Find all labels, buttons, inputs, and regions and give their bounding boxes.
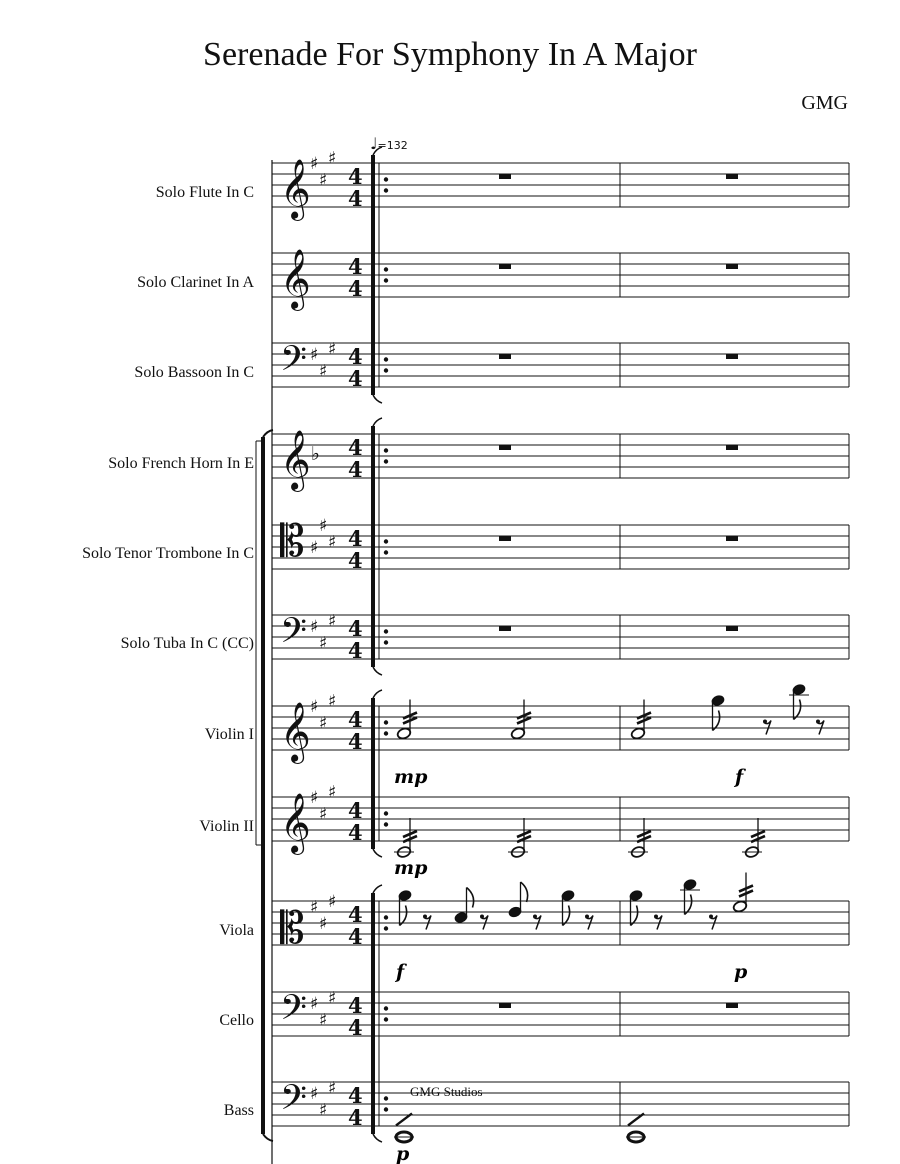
bass-clef-icon: 𝄢	[280, 338, 308, 387]
sharp-icon: ♯	[319, 1010, 328, 1031]
repeat-dot	[384, 629, 388, 633]
watermark-text: GMG Studios	[410, 1084, 483, 1099]
repeat-dot	[384, 1017, 388, 1021]
eighth-flag	[521, 882, 528, 902]
time-sig-top: 4	[348, 993, 363, 1018]
repeat-dot	[384, 915, 388, 919]
time-sig-top: 4	[348, 707, 363, 732]
sharp-icon: ♯	[319, 516, 328, 536]
sharp-icon: ♯	[319, 1100, 328, 1121]
eighth-flag	[467, 888, 474, 908]
sharp-icon: ♯	[319, 713, 328, 734]
bass-clef-icon: 𝄢	[280, 987, 308, 1036]
repeat-dot	[384, 539, 388, 543]
time-sig-bottom: 4	[348, 1105, 363, 1130]
time-sig-bottom: 4	[348, 548, 363, 573]
tenor-clef-icon: 𝄡	[280, 516, 305, 567]
sharp-icon: ♯	[319, 804, 328, 825]
repeat-dot	[384, 550, 388, 554]
repeat-dot	[384, 811, 388, 815]
time-signatures	[348, 164, 363, 1130]
repeat-dot	[384, 1107, 388, 1111]
sharp-icon: ♯	[328, 1078, 337, 1099]
eighth-rest-dot	[816, 720, 820, 724]
repeat-hook	[373, 1134, 382, 1142]
instrument-label-tuba: Solo Tuba In C (CC)	[120, 635, 254, 652]
system-brackets	[256, 160, 273, 1164]
time-sig-bottom: 4	[348, 729, 363, 754]
sharp-icon: ♯	[319, 170, 328, 191]
instrument-label-violin-1: Violin I	[204, 726, 254, 743]
whole-rests	[499, 174, 738, 1008]
instrument-label-flute: Solo Flute In C	[155, 184, 254, 201]
eighth-rest-dot	[533, 915, 537, 919]
repeat-dot	[384, 822, 388, 826]
tempo-value: =132	[377, 139, 408, 152]
repeat-hook	[373, 418, 382, 426]
repeat-hook	[373, 395, 382, 403]
repeat-hook	[373, 147, 382, 155]
eighth-rest-dot	[654, 915, 658, 919]
repeat-hook	[373, 690, 382, 698]
sharp-icon: ♯	[310, 788, 319, 808]
sharp-icon: ♯	[328, 691, 337, 712]
time-sig-bottom: 4	[348, 276, 363, 301]
time-sig-top: 4	[348, 902, 363, 927]
sharp-icon: ♯	[328, 782, 337, 803]
time-sig-top: 4	[348, 254, 363, 279]
time-sig-bottom: 4	[348, 457, 363, 482]
sharp-icon: ♯	[319, 914, 328, 934]
bass-clef-icon: 𝄢	[280, 610, 308, 659]
time-sig-bottom: 4	[348, 820, 363, 845]
repeat-dot	[384, 188, 388, 192]
time-sig-top: 4	[348, 616, 363, 641]
quarter-note-icon: ♩	[370, 134, 378, 153]
dynamic-viola-m2: p	[734, 961, 748, 983]
repeat-dot	[384, 459, 388, 463]
alto-clef-icon: 𝄡	[280, 903, 305, 954]
dynamic-violin1-m2: f	[735, 766, 744, 788]
eighth-rest-dot	[480, 915, 484, 919]
sharp-icon: ♯	[310, 897, 319, 918]
repeat-dot	[384, 720, 388, 724]
whole-rest	[499, 626, 511, 631]
time-sig-bottom: 4	[348, 924, 363, 949]
whole-rest	[726, 264, 738, 269]
sharp-icon: ♯	[310, 345, 319, 365]
time-sig-top: 4	[348, 344, 363, 369]
whole-rest	[726, 174, 738, 179]
key-signatures	[310, 149, 336, 1121]
instrument-label-clarinet: Solo Clarinet In A	[137, 274, 254, 291]
time-sig-top: 4	[348, 164, 363, 189]
time-sig-top: 4	[348, 798, 363, 823]
time-sig-top: 4	[348, 526, 363, 551]
repeat-dot	[384, 926, 388, 930]
sharp-icon: ♯	[310, 1084, 319, 1104]
whole-rest	[726, 1003, 738, 1008]
sharp-icon: ♯	[310, 538, 319, 558]
sharp-icon: ♯	[310, 697, 319, 717]
composer-name: GMG	[801, 92, 848, 114]
time-sig-bottom: 4	[348, 366, 363, 391]
treble-clef-icon: 𝄞	[280, 793, 311, 853]
flat-icon: ♭	[311, 443, 320, 465]
sharp-icon: ♯	[319, 633, 328, 654]
sharp-icon: ♯	[310, 154, 319, 174]
repeat-dot	[384, 278, 388, 282]
whole-rest	[499, 174, 511, 179]
dynamic-viola-m1: f	[396, 961, 405, 983]
eighth-rest-dot	[585, 915, 589, 919]
sharp-icon: ♯	[328, 339, 337, 360]
sharp-icon: ♯	[328, 988, 337, 1009]
time-sig-bottom: 4	[348, 1015, 363, 1040]
repeat-hook	[373, 849, 382, 857]
sharp-icon: ♯	[310, 994, 319, 1014]
sharp-icon: ♯	[328, 532, 337, 553]
whole-rest	[726, 354, 738, 359]
repeat-dot	[384, 368, 388, 372]
sharp-icon: ♯	[328, 611, 337, 632]
whole-rest	[499, 1003, 511, 1008]
repeat-dot	[384, 267, 388, 271]
instrument-label-tenor-trombone: Solo Tenor Trombone In C	[82, 545, 254, 562]
instrument-label-cello: Cello	[219, 1012, 254, 1029]
instrument-label-violin-2: Violin II	[199, 818, 254, 835]
notes	[394, 683, 824, 1142]
repeat-hook	[373, 885, 382, 893]
whole-rest	[499, 536, 511, 541]
dynamic-violin2-m1: mp	[394, 857, 428, 879]
eighth-rest-dot	[763, 720, 767, 724]
repeat-dot	[384, 448, 388, 452]
score-title: Serenade For Symphony In A Major	[203, 36, 697, 73]
treble-clef-icon: 𝄞	[280, 430, 311, 490]
bass-clef-icon: 𝄢	[280, 1077, 308, 1126]
repeat-start-barlines	[373, 147, 388, 1142]
instrument-label-french-horn: Solo French Horn In E	[108, 455, 254, 472]
whole-rest	[499, 354, 511, 359]
dynamic-bass-m1: p	[396, 1143, 410, 1164]
whole-rest	[726, 445, 738, 450]
repeat-dot	[384, 177, 388, 181]
eighth-rest-dot	[709, 915, 713, 919]
eighth-rest-dot	[423, 915, 427, 919]
repeat-dot	[384, 357, 388, 361]
whole-rest	[499, 445, 511, 450]
repeat-dot	[384, 1006, 388, 1010]
whole-rest	[499, 264, 511, 269]
clefs	[280, 159, 311, 1126]
instrument-label-viola: Viola	[219, 922, 254, 939]
whole-rest	[726, 536, 738, 541]
sharp-icon: ♯	[328, 148, 337, 169]
repeat-dot	[384, 731, 388, 735]
treble-clef-icon: 𝄞	[280, 702, 311, 762]
time-sig-bottom: 4	[348, 638, 363, 663]
dynamic-violin1-m1: mp	[394, 766, 428, 788]
repeat-dot	[384, 1096, 388, 1100]
treble-clef-icon: 𝄞	[280, 249, 311, 309]
whole-rest	[726, 626, 738, 631]
sharp-icon: ♯	[328, 892, 337, 912]
instrument-label-bassoon: Solo Bassoon In C	[134, 364, 254, 381]
repeat-dot	[384, 640, 388, 644]
time-sig-top: 4	[348, 435, 363, 460]
treble-clef-icon: 𝄞	[280, 159, 311, 219]
repeat-hook	[373, 667, 382, 675]
time-sig-bottom: 4	[348, 186, 363, 211]
instrument-label-bass: Bass	[223, 1102, 254, 1119]
time-sig-top: 4	[348, 1083, 363, 1108]
sharp-icon: ♯	[319, 361, 328, 382]
sharp-icon: ♯	[310, 617, 319, 637]
